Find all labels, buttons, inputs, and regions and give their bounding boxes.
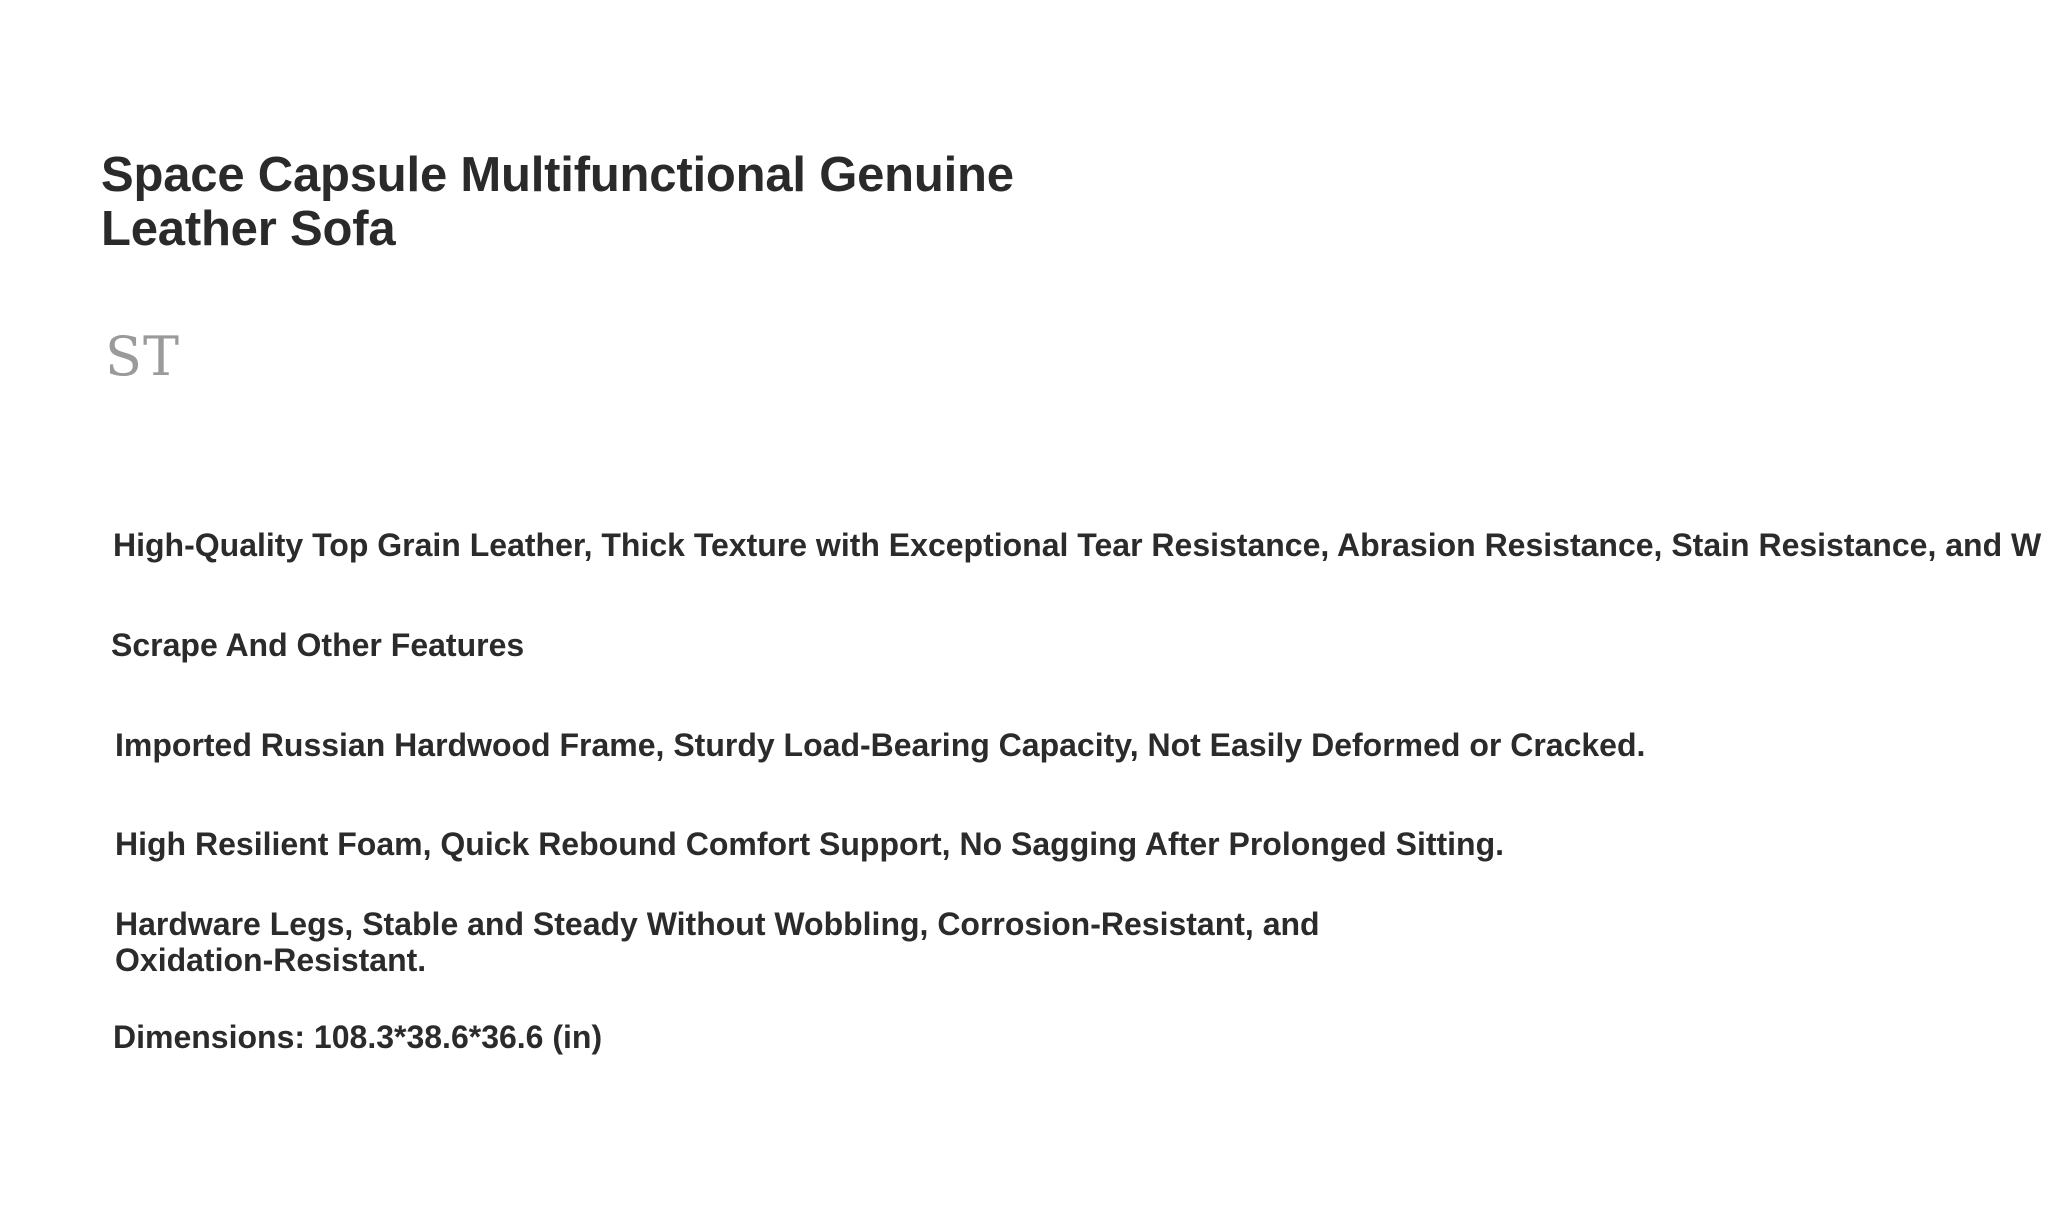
feature-legs: Hardware Legs, Stable and Steady Without Wobbling, Corrosion-Resistant, and Oxidation-Resistant. xyxy=(115,906,1320,978)
feature-foam: High Resilient Foam, Quick Rebound Comfort Support, No Sagging After Prolonged Sitting. xyxy=(115,826,1505,862)
feature-frame: Imported Russian Hardwood Frame, Sturdy Load-Bearing Capacity, Not Easily Deformed or Cracked. xyxy=(115,727,1646,763)
feature-dimensions: Dimensions: 108.3*38.6*36.6 (in) xyxy=(113,1019,603,1055)
brand-logo: ST xyxy=(105,325,181,388)
product-title: Space Capsule Multifunctional Genuine Leather Sofa xyxy=(101,148,1014,256)
feature-leather: High-Quality Top Grain Leather, Thick Texture with Exceptional Tear Resistance, Abrasion Resistance, Stain Resistance, and W xyxy=(113,527,2042,563)
feature-scrape: Scrape And Other Features xyxy=(111,627,525,663)
